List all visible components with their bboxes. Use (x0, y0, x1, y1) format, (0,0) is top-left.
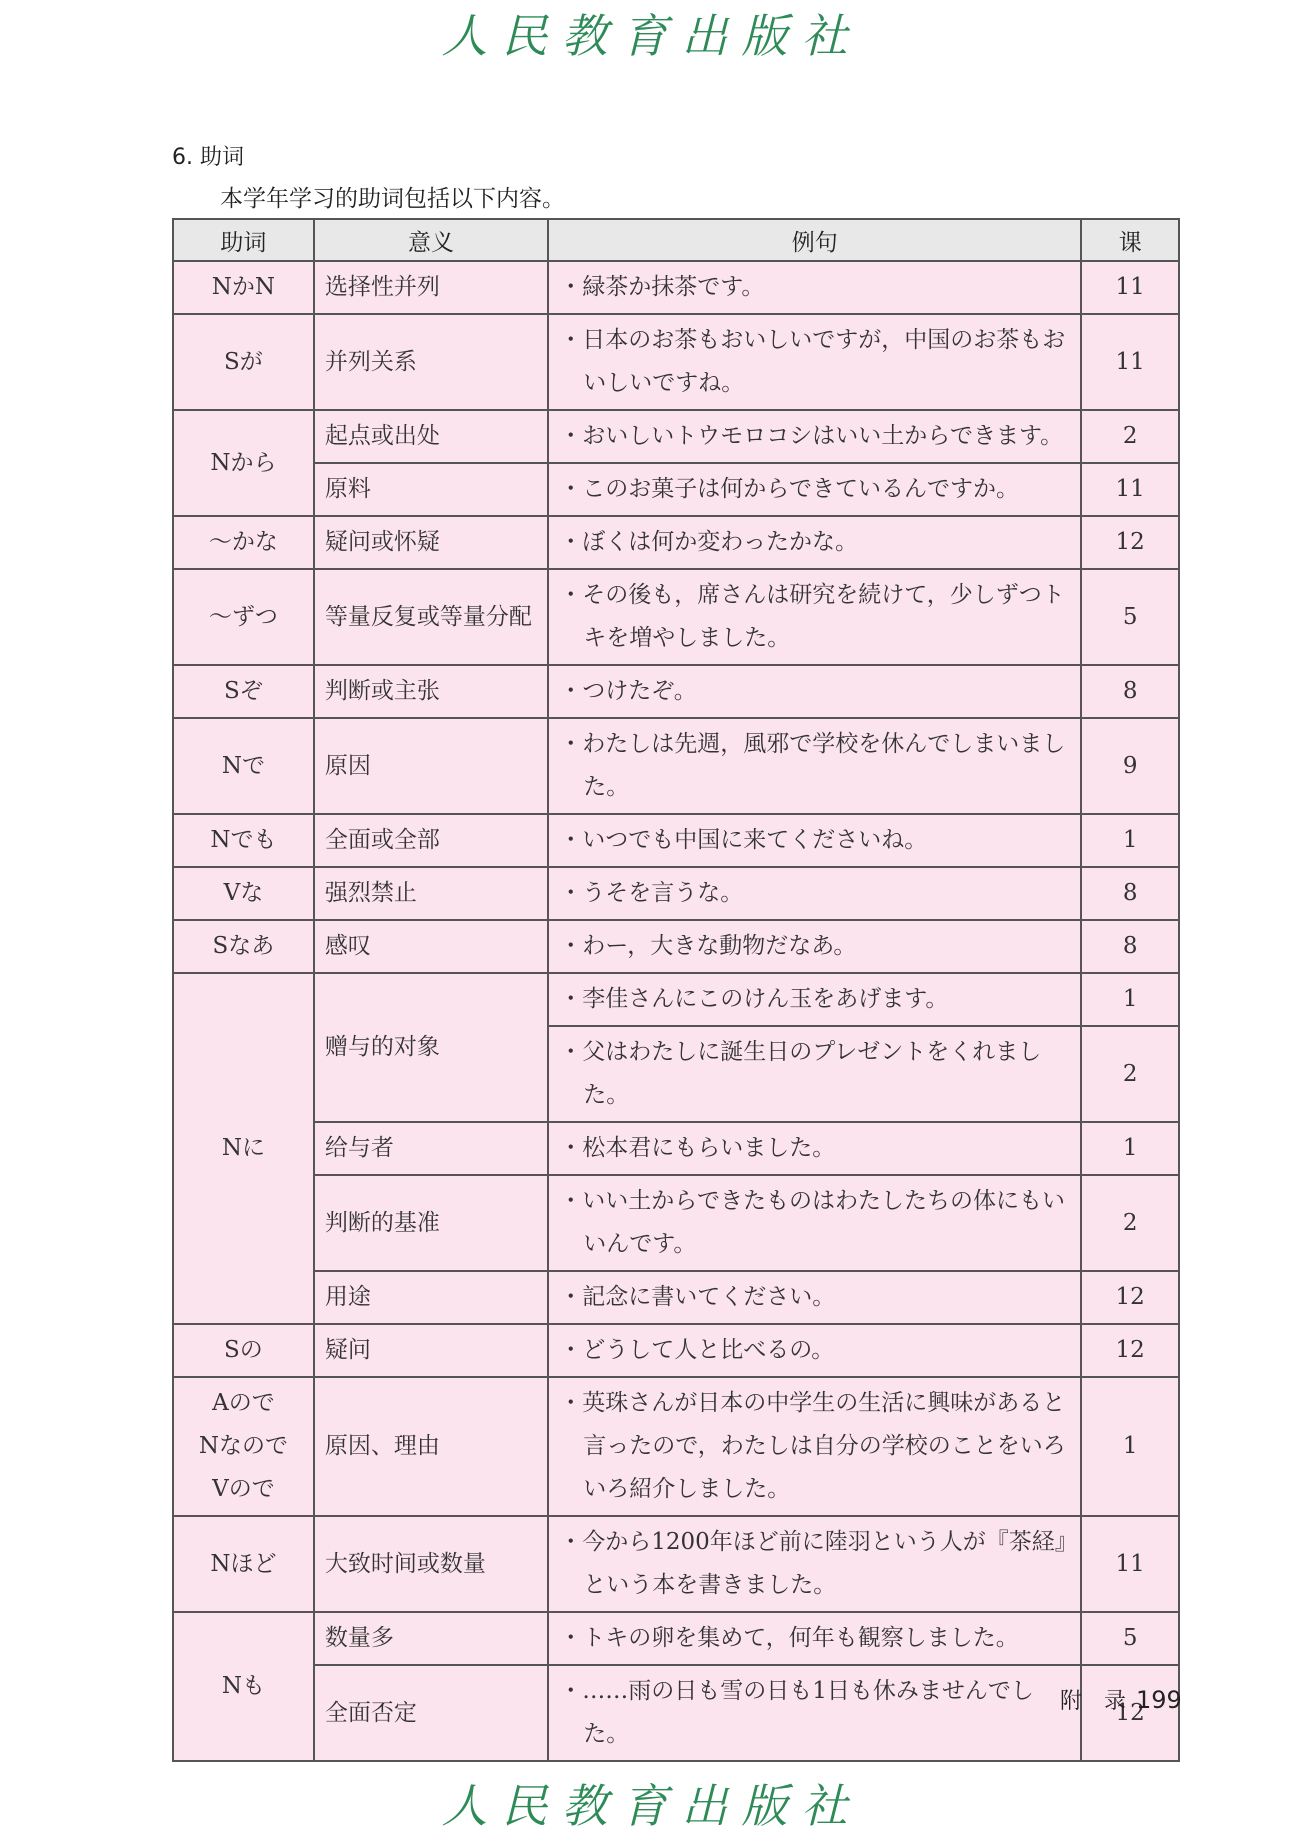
table-row (173, 569, 1179, 665)
example-cell: ・いつでも中国に来てくださいね。 (548, 814, 1081, 867)
lesson-cell: 12 (1081, 1324, 1179, 1377)
example-cell: ・記念に書いてください。 (548, 1271, 1081, 1324)
section-title: 6. 助词 (172, 145, 244, 170)
appendix-label: 附 录 (1060, 1689, 1127, 1714)
example-cell: ・ぼくは何か変わったかな。 (548, 516, 1081, 569)
header-meaning: 意义 (314, 219, 548, 261)
particle-cell: Nに (173, 973, 314, 1324)
table-row (173, 1175, 1179, 1271)
page-footer (1060, 1684, 1182, 1715)
example-cell: ・うそを言うな。 (548, 867, 1081, 920)
example-cell: ・今から1200年ほど前に陸羽という人が『茶経』という本を書きました。 (548, 1516, 1081, 1612)
header-particle: 助词 (173, 219, 314, 261)
particle-cell: Nから (173, 410, 314, 516)
lesson-cell: 1 (1081, 1377, 1179, 1516)
table-row (173, 516, 1179, 569)
lesson-cell: 11 (1081, 1516, 1179, 1612)
meaning-cell: 数量多 (314, 1612, 548, 1665)
example-cell: ・日本のお茶もおいしいですが，中国のお茶もおいしいですね。 (548, 314, 1081, 410)
particle-cell (173, 1377, 314, 1516)
example-cell: ・父はわたしに誕生日のプレゼントをくれました。 (548, 1026, 1081, 1122)
lesson-cell: 5 (1081, 1612, 1179, 1665)
lesson-cell: 2 (1081, 1175, 1179, 1271)
table-row (173, 920, 1179, 973)
particle-cell: ～かな (173, 516, 314, 569)
lesson-cell: 12 (1081, 1665, 1179, 1761)
meaning-cell: 强烈禁止 (314, 867, 548, 920)
table-row (173, 1612, 1179, 1665)
meaning-cell: 全面否定 (314, 1665, 548, 1761)
particle-cell: NかN (173, 261, 314, 314)
example-cell: ・わー，大きな動物だなあ。 (548, 920, 1081, 973)
page-number: 199 (1136, 1686, 1182, 1714)
meaning-cell: 并列关系 (314, 314, 548, 410)
meaning-cell: 用途 (314, 1271, 548, 1324)
lesson-cell: 2 (1081, 410, 1179, 463)
table-row (173, 1122, 1179, 1175)
meaning-cell: 原因 (314, 718, 548, 814)
meaning-cell: 原因、理由 (314, 1377, 548, 1516)
table-header-row (173, 219, 1179, 261)
table-row (173, 814, 1179, 867)
particle-cell: Vな (173, 867, 314, 920)
lesson-cell: 11 (1081, 463, 1179, 516)
example-cell: ・いい土からできたものはわたしたちの体にもいいんです。 (548, 1175, 1081, 1271)
particle-line: Nなので (198, 1433, 288, 1459)
example-cell: ・……雨の日も雪の日も1日も休みませんでした。 (548, 1665, 1081, 1761)
meaning-cell: 给与者 (314, 1122, 548, 1175)
lesson-cell: 1 (1081, 1122, 1179, 1175)
particle-cell: Nほど (173, 1516, 314, 1612)
table-row (173, 1377, 1179, 1516)
publisher-logo-top: 人民教育出版社 (441, 9, 862, 63)
example-cell: ・緑茶か抹茶です。 (548, 261, 1081, 314)
particle-line: Vので (212, 1476, 275, 1502)
header-lesson: 课 (1081, 219, 1179, 261)
lesson-cell: 11 (1081, 261, 1179, 314)
table-row (173, 665, 1179, 718)
meaning-cell: 等量反复或等量分配 (314, 569, 548, 665)
example-cell: ・どうして人と比べるの。 (548, 1324, 1081, 1377)
particles-table (172, 218, 1180, 1762)
particle-cell: Nで (173, 718, 314, 814)
lesson-cell: 1 (1081, 814, 1179, 867)
example-cell: ・つけたぞ。 (548, 665, 1081, 718)
section-intro: 本学年学习的助词包括以下内容。 (220, 186, 565, 212)
lesson-cell: 2 (1081, 1026, 1179, 1122)
example-cell: ・このお菓子は何からできているんですか。 (548, 463, 1081, 516)
table-row (173, 867, 1179, 920)
example-cell: ・おいしいトウモロコシはいい土からできます。 (548, 410, 1081, 463)
lesson-cell: 8 (1081, 665, 1179, 718)
particle-cell: Sが (173, 314, 314, 410)
meaning-cell: 大致时间或数量 (314, 1516, 548, 1612)
meaning-cell: 疑问 (314, 1324, 548, 1377)
meaning-cell: 判断的基准 (314, 1175, 548, 1271)
table-row (173, 1665, 1179, 1761)
meaning-cell: 起点或出处 (314, 410, 548, 463)
header-example: 例句 (548, 219, 1081, 261)
example-cell: ・その後も，席さんは研究を続けて，少しずつトキを増やしました。 (548, 569, 1081, 665)
example-cell: ・トキの卵を集めて，何年も観察しました。 (548, 1612, 1081, 1665)
particle-line: Aので (212, 1390, 275, 1416)
lesson-cell: 5 (1081, 569, 1179, 665)
meaning-cell: 感叹 (314, 920, 548, 973)
particle-cell: Sなあ (173, 920, 314, 973)
table-row (173, 718, 1179, 814)
particle-cell: Nでも (173, 814, 314, 867)
meaning-cell: 判断或主张 (314, 665, 548, 718)
example-cell: ・松本君にもらいました。 (548, 1122, 1081, 1175)
example-cell: ・わたしは先週，風邪で学校を休んでしまいました。 (548, 718, 1081, 814)
table-row (173, 1324, 1179, 1377)
lesson-cell: 9 (1081, 718, 1179, 814)
meaning-cell: 选择性并列 (314, 261, 548, 314)
example-cell: ・英珠さんが日本の中学生の生活に興味があると言ったので，わたしは自分の学校のことをいろいろ紹介しました。 (548, 1377, 1081, 1516)
particle-cell: Nも (173, 1612, 314, 1761)
lesson-cell: 11 (1081, 314, 1179, 410)
table-row (173, 1516, 1179, 1612)
lesson-cell: 8 (1081, 920, 1179, 973)
lesson-cell: 1 (1081, 973, 1179, 1026)
particle-cell: Sぞ (173, 665, 314, 718)
lesson-cell: 8 (1081, 867, 1179, 920)
table-row (173, 410, 1179, 463)
publisher-logo-bottom: 人民教育出版社 (441, 1779, 862, 1833)
meaning-cell: 全面或全部 (314, 814, 548, 867)
meaning-cell: 原料 (314, 463, 548, 516)
particle-cell: Sの (173, 1324, 314, 1377)
table-row (173, 1271, 1179, 1324)
table-row (173, 463, 1179, 516)
particle-cell: ～ずつ (173, 569, 314, 665)
meaning-cell: 疑问或怀疑 (314, 516, 548, 569)
table-row (173, 973, 1179, 1026)
lesson-cell: 12 (1081, 1271, 1179, 1324)
lesson-cell: 12 (1081, 516, 1179, 569)
example-cell: ・李佳さんにこのけん玉をあげます。 (548, 973, 1081, 1026)
table-row (173, 314, 1179, 410)
table-row (173, 261, 1179, 314)
meaning-cell: 赠与的对象 (314, 973, 548, 1122)
